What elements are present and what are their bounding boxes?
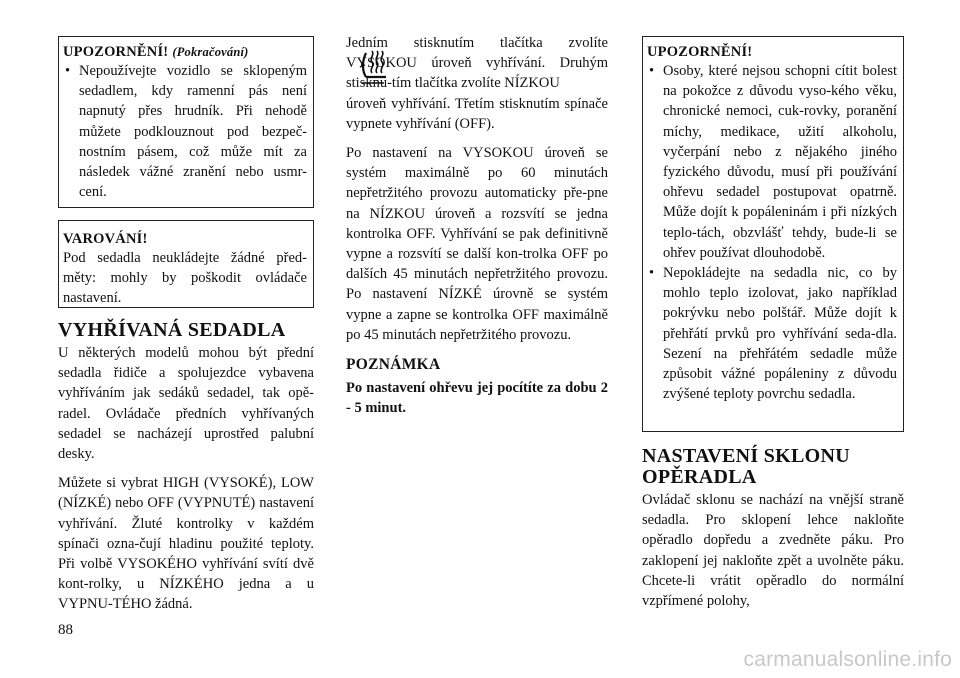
column-left	[58, 36, 314, 615]
warning-list	[63, 61, 307, 202]
paragraph: Můžete si vybrat HIGH (VYSOKÉ), LOW (NÍZKÉ) nebo OFF (VYPNUTÉ) nastavení vyhřívání. Žluté kontrolky v každém spínači ozna-čují hladinu použité teploty. Při volbě VYSOKÉHO vyhřívání svítí dvě kont-rolky, u NÍZKÉHO jedna a u VYPNU-TÉHO žádná.	[58, 475, 314, 613]
warning-item	[63, 61, 307, 202]
warning-item	[647, 61, 897, 263]
warning-title-text: UPOZORNĚNÍ!	[63, 44, 169, 60]
column-right	[642, 36, 904, 611]
bullet-icon: •	[649, 63, 655, 79]
page-number: 88	[58, 622, 73, 638]
warning-list	[647, 61, 897, 404]
warning-box-continued	[58, 36, 314, 208]
intro-paragraph-rest: úroveň vyhřívání. Třetím stisknutím spínače vypnete vyhřívání (OFF).	[346, 95, 608, 132]
note-heading: POZNÁMKA	[346, 356, 441, 374]
section-heading-line2: OPĚRADLA	[642, 466, 757, 488]
warning-item	[647, 263, 897, 404]
paragraph: U některých modelů mohou být přední sedadla řidiče a spolujezdce vybavena vyhříváním jak sedáků sedadel, tak opě-radel. Ovládače předních vyhřívaných sedadel se nacházejí uprostřed palubní desky.	[58, 345, 314, 463]
warning-box	[642, 36, 904, 432]
caution-box	[58, 220, 314, 308]
section-heading: VYHŘÍVANÁ SEDADLA	[58, 319, 286, 341]
paragraph: Ovládač sklonu se nachází na vnější straně sedadla. Pro sklopení lehce nakloňte opěradlo dopředu a zvedněte páku. Pro zaklopení jej nakloňte zpět a uvolněte páku. Chcete-li vrátit opěradlo do normální vzpřímené polohy,	[642, 492, 904, 610]
intro-paragraph-lead: Jedním stisknutím tlačítka zvolíte VYSOKOU úroveň vyhřívání. Druhým stisknu-tím tlačítka zvolíte NÍZKOU	[346, 35, 608, 92]
heated-seat-instructions	[346, 33, 608, 418]
caution-title: VAROVÁNÍ!	[63, 231, 148, 247]
section-heading-line1: NASTAVENÍ SKLONU	[642, 445, 851, 467]
heated-seats-section	[58, 320, 314, 615]
warning-title: UPOZORNĚNÍ!	[647, 44, 753, 60]
watermark: carmanualsonline.info	[743, 648, 952, 671]
warning-item-text: Osoby, které nejsou schopni cítit bolest na pokožce z důvodu vyso-kého věku, chronické nemoci, cuk-rovky, poranění míchy, medikace, užití alkoholu, vyčerpání nebo z nějakého jiného fyzického důvodu, musí při používání ohřevu sedadel postupovat opatrně. Může dojít k popáleninám i při nízkých teplo-tách, obzvlášť tehdy, bude-li se ohřev používat dlouhodobě.	[663, 63, 897, 261]
warning-title	[63, 43, 307, 61]
warning-item-text: Nepoužívejte vozidlo se sklopeným sedadlem, kdy ramenní pás není napnutý přes hrudník. Při nehodě můžete podklouznout pod bezpeč-nostním pásem, což může mít za následek vážné zranění nebo usmr-cení.	[79, 63, 307, 201]
note-text: Po nastavení ohřevu jej pocítíte za dobu 2 - 5 minut.	[346, 380, 608, 417]
backrest-section	[642, 446, 904, 611]
heated-seat-icon	[356, 47, 392, 87]
continuation-label: (Pokračování)	[172, 45, 249, 59]
paragraph: Po nastavení na VYSOKOU úroveň se systém maximálně po 60 minutách nepřetržitého provozu automaticky pře-pne na NÍZKOU úroveň a rozsvítí se jedna kontrolka OFF. Vyhřívání se pak definitivně vypne a rozsvítí se další kon-trolka OFF po dalších 45 minutách nepřetržitého provozu. Po nastavení NÍZKÉ úrovně se systém vypne a zapne se kontrolka OFF maximálně po 45 minutách nepřetržitého provozu.	[346, 145, 608, 343]
bullet-icon: •	[65, 63, 71, 79]
column-middle	[346, 36, 608, 418]
bullet-icon: •	[649, 265, 655, 282]
warning-item-text: Nepokládejte na sedadla nic, co by mohlo teplo izolovat, jako například pokrývku nebo polštář. Může dojít k přehřátí prvků pro vyhřívání seda-dla. Sezení na přehřátém sedadle může způsobit vážné popáleniny z důvodu zvýšené teploty povrchu sedadla.	[663, 265, 897, 403]
caution-text: Pod sedadla neukládejte žádné před-měty: mohly by poškodit ovládače nastavení.	[63, 250, 307, 307]
